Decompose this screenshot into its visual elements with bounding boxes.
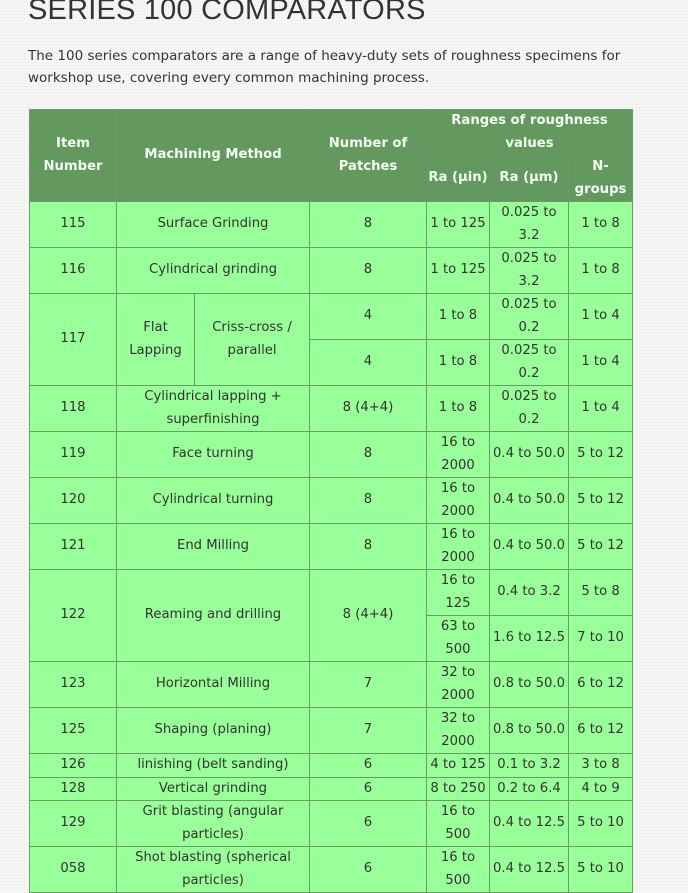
patches-cell: 8 (4+4)	[310, 386, 427, 432]
patches-cell: 6	[310, 754, 427, 778]
machining-method-cell: Surface Grinding	[117, 202, 310, 248]
patches-cell: 6	[310, 847, 427, 893]
header-ranges: Ranges of roughness values	[427, 110, 633, 156]
header-row	[30, 110, 633, 156]
ra-uin-cell: 8 to 250	[427, 777, 490, 801]
machining-method-cell: linishing (belt sanding)	[117, 754, 310, 778]
n-groups-cell: 5 to 12	[569, 524, 633, 570]
table-row	[30, 777, 633, 801]
ra-um-cell: 0.4 to 3.2	[490, 570, 569, 616]
table-row	[30, 294, 633, 340]
n-groups-cell: 5 to 12	[569, 478, 633, 524]
ra-um-cell: 0.4 to 50.0	[490, 432, 569, 478]
item-number-cell: 119	[30, 432, 117, 478]
ra-um-cell: 0.2 to 6.4	[490, 777, 569, 801]
machining-method-cell: Cylindrical turning	[117, 478, 310, 524]
patches-cell: 4	[310, 340, 427, 386]
ra-uin-cell: 16 to 500	[427, 801, 490, 847]
patches-cell: 8	[310, 202, 427, 248]
patches-cell: 8	[310, 478, 427, 524]
ra-uin-cell: 16 to 2000	[427, 524, 490, 570]
ra-uin-cell: 63 to 500	[427, 616, 490, 662]
ra-uin-cell: 16 to 125	[427, 570, 490, 616]
item-number-cell: 128	[30, 777, 117, 801]
patches-cell: 8	[310, 248, 427, 294]
table-row	[30, 524, 633, 570]
ra-um-cell: 0.025 to 0.2	[490, 294, 569, 340]
ra-um-cell: 1.6 to 12.5	[490, 616, 569, 662]
ra-uin-cell: 1 to 8	[427, 340, 490, 386]
header-n-groups: N-groups	[569, 156, 633, 202]
table-row	[30, 248, 633, 294]
header-number-of-patches: Number of Patches	[310, 110, 427, 202]
patches-cell: 4	[310, 294, 427, 340]
n-groups-cell: 6 to 12	[569, 708, 633, 754]
patches-cell: 6	[310, 801, 427, 847]
machining-method-cell: End Milling	[117, 524, 310, 570]
ra-uin-cell: 1 to 125	[427, 202, 490, 248]
patches-cell: 8 (4+4)	[310, 570, 427, 662]
table-row	[30, 708, 633, 754]
n-groups-cell: 1 to 4	[569, 386, 633, 432]
ra-um-cell: 0.025 to 3.2	[490, 202, 569, 248]
table-row	[30, 432, 633, 478]
table-row	[30, 754, 633, 778]
table-row	[30, 662, 633, 708]
ra-uin-cell: 1 to 8	[427, 386, 490, 432]
ra-um-cell: 0.4 to 12.5	[490, 847, 569, 893]
header-ra-uin: Ra (µin)	[427, 156, 490, 202]
n-groups-cell: 6 to 12	[569, 662, 633, 708]
table-row	[30, 570, 633, 616]
item-number-cell: 125	[30, 708, 117, 754]
ra-uin-cell: 16 to 2000	[427, 478, 490, 524]
item-number-cell: 121	[30, 524, 117, 570]
ra-um-cell: 0.1 to 3.2	[490, 754, 569, 778]
ra-um-cell: 0.4 to 50.0	[490, 524, 569, 570]
n-groups-cell: 3 to 8	[569, 754, 633, 778]
item-number-cell: 120	[30, 478, 117, 524]
item-number-cell: 129	[30, 801, 117, 847]
table-row	[30, 847, 633, 893]
patches-cell: 6	[310, 777, 427, 801]
n-groups-cell: 7 to 10	[569, 616, 633, 662]
machining-method-cell: Face turning	[117, 432, 310, 478]
item-number-cell: 058	[30, 847, 117, 893]
machining-method-cell: Horizontal Milling	[117, 662, 310, 708]
item-number-cell: 116	[30, 248, 117, 294]
item-number-cell: 118	[30, 386, 117, 432]
patches-cell: 7	[310, 662, 427, 708]
machining-method-cell: Cylindrical lapping + superfinishing	[117, 386, 310, 432]
item-number-cell: 126	[30, 754, 117, 778]
table-row	[30, 386, 633, 432]
machining-method-cell: Cylindrical grinding	[117, 248, 310, 294]
ra-um-cell: 0.4 to 12.5	[490, 801, 569, 847]
n-groups-cell: 4 to 9	[569, 777, 633, 801]
ra-uin-cell: 32 to 2000	[427, 662, 490, 708]
ra-uin-cell: 16 to 500	[427, 847, 490, 893]
machining-method-cell: Reaming and drilling	[117, 570, 310, 662]
intro-paragraph: The 100 series comparators are a range of heavy-duty sets of roughness specimens for workshop use, covering every common machining process.	[28, 48, 621, 86]
n-groups-cell: 1 to 4	[569, 294, 633, 340]
table-row	[30, 801, 633, 847]
n-groups-cell: 5 to 10	[569, 847, 633, 893]
ra-um-cell: 0.025 to 3.2	[490, 248, 569, 294]
n-groups-cell: 1 to 4	[569, 340, 633, 386]
machining-submethod-cell: Criss-cross / parallel	[195, 294, 310, 386]
machining-method-cell: Shaping (planing)	[117, 708, 310, 754]
item-number-cell: 123	[30, 662, 117, 708]
page-title: SERIES 100 COMPARATORS	[28, 0, 426, 26]
ra-uin-cell: 16 to 2000	[427, 432, 490, 478]
table-row	[30, 478, 633, 524]
ra-um-cell: 0.025 to 0.2	[490, 386, 569, 432]
ra-uin-cell: 1 to 8	[427, 294, 490, 340]
machining-method-cell: Vertical grinding	[117, 777, 310, 801]
header-machining-method: Machining Method	[117, 110, 310, 202]
item-number-cell: 122	[30, 570, 117, 662]
ra-um-cell: 0.025 to 0.2	[490, 340, 569, 386]
n-groups-cell: 1 to 8	[569, 202, 633, 248]
header-ra-um: Ra (µm)	[490, 156, 569, 202]
n-groups-cell: 5 to 8	[569, 570, 633, 616]
n-groups-cell: 1 to 8	[569, 248, 633, 294]
ra-um-cell: 0.8 to 50.0	[490, 662, 569, 708]
ra-uin-cell: 32 to 2000	[427, 708, 490, 754]
patches-cell: 7	[310, 708, 427, 754]
n-groups-cell: 5 to 12	[569, 432, 633, 478]
ra-um-cell: 0.8 to 50.0	[490, 708, 569, 754]
item-number-cell: 117	[30, 294, 117, 386]
comparators-table	[29, 109, 633, 893]
ra-uin-cell: 4 to 125	[427, 754, 490, 778]
ra-uin-cell: 1 to 125	[427, 248, 490, 294]
item-number-cell: 115	[30, 202, 117, 248]
patches-cell: 8	[310, 524, 427, 570]
patches-cell: 8	[310, 432, 427, 478]
n-groups-cell: 5 to 10	[569, 801, 633, 847]
machining-method-cell: Shot blasting (spherical particles)	[117, 847, 310, 893]
machining-method-cell: Grit blasting (angular particles)	[117, 801, 310, 847]
machining-method-cell: Flat Lapping	[117, 294, 195, 386]
ra-um-cell: 0.4 to 50.0	[490, 478, 569, 524]
header-item-number: Item Number	[30, 110, 117, 202]
table-row	[30, 202, 633, 248]
